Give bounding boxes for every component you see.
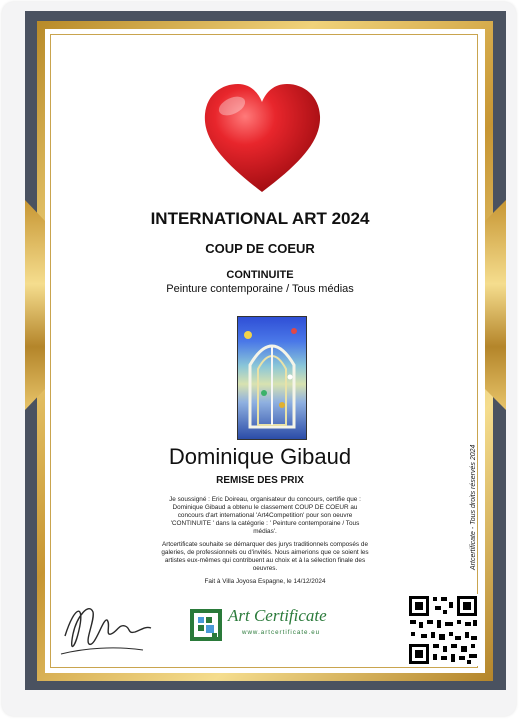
certification-paragraph: Je soussigné : Eric Doireau, organisateur du concours, certifie que : Dominique Gibaud a obtenu le classement COUP DE COEUR au concours d'art international 'Art4Competition' pour son oeuvre 'CONTINUITE ' dans la catégorie : ' Peinture contemporaine / Tous médias'. [169,496,361,535]
signature [55,596,165,666]
place-date: Fait à Villa Joyosa Espagne, le 14/12/2024 [204,578,326,585]
artwork-pattern [238,317,306,439]
mission-paragraph: Artcertificate souhaite se démarquer des jurys traditionnels composés de galeries, de professionnels ou d'invités. Nous aimerions que ce soient les artistes eux-mêmes qui contribuent au choix et à la sélection finale des oeuvres. [161,541,369,572]
artwork-title: CONTINUITE [226,269,294,281]
copyright-vertical: Artcertificate - Tous droits réservés 2024 [470,444,477,570]
logo-text: Art Certificate [228,606,327,625]
artist-name: Dominique Gibaud [168,444,352,469]
award-title: COUP DE COEUR [205,241,315,256]
artwork-image [237,316,307,440]
right-ribbon [485,200,506,410]
left-ribbon [25,200,45,410]
certificate-title: INTERNATIONAL ART 2024 [150,209,370,228]
section-title: REMISE DES PRIX [216,475,304,486]
artwork-category: Peinture contemporaine / Tous médias [166,283,354,295]
qr-code [407,594,479,666]
logo-url: www.artcertificate.eu [242,629,321,636]
heart-icon [200,80,325,200]
